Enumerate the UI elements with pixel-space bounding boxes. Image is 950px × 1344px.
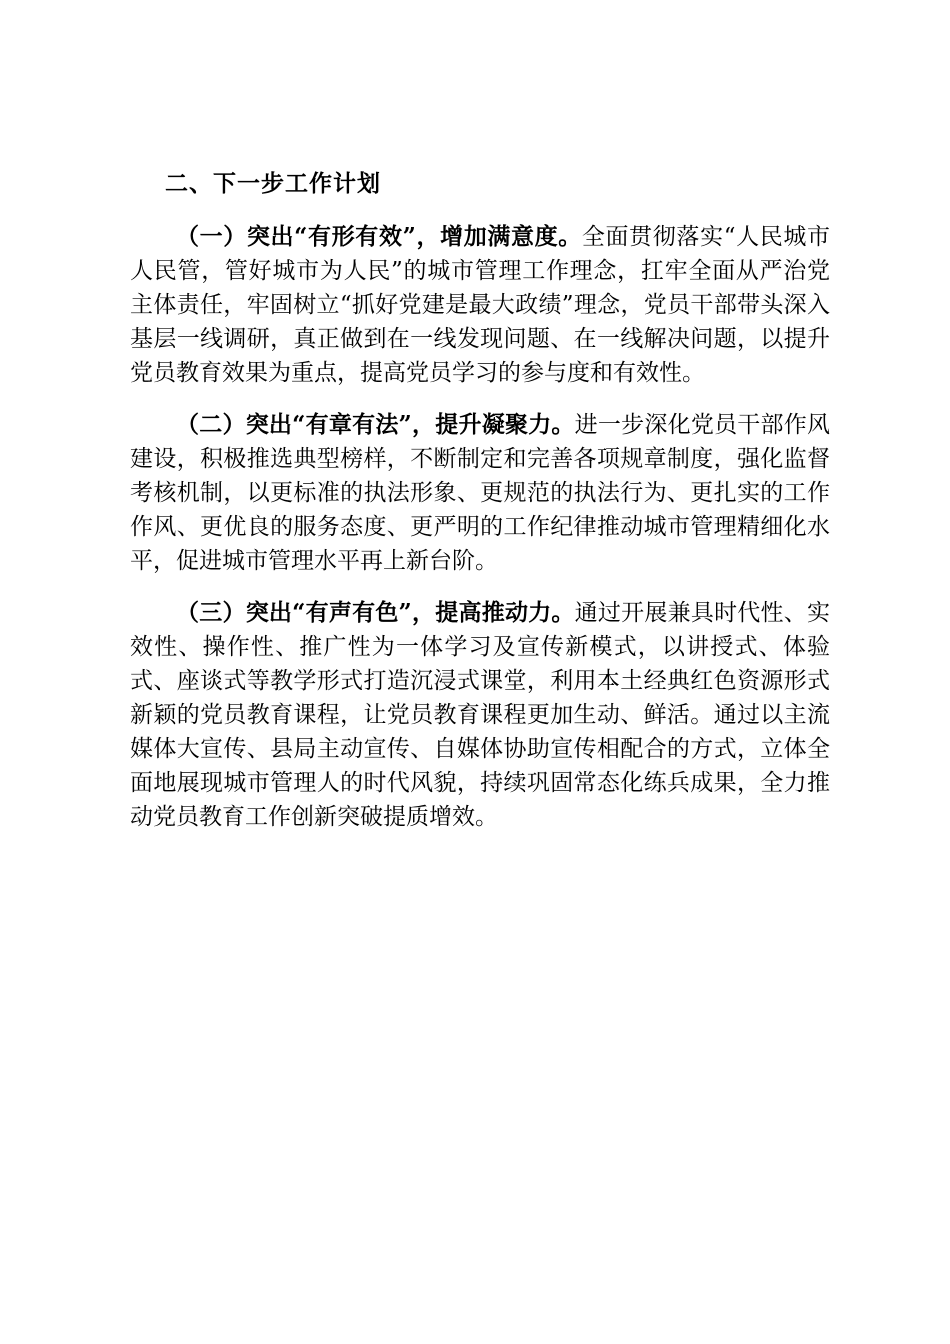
section-heading: 二、下一步工作计划 [165, 170, 381, 197]
paragraph-2-body: 进一步深化党员干部作风建设，积极推选典型榜样，不断制定和完善各项规章制度，强化监督考核机制，以更标准的执法形象、更规范的执法行为、更扎实的工作作风、更优良的服务态度、更严明的工作纪律推动城市管理精细化水平，促进城市管理水平再上新台阶。 [130, 412, 831, 574]
paragraph-1-body: 全面贯彻落实“人民城市人民管，管好城市为人民”的城市管理工作理念，扛牢全面从严治党主体责任，牢固树立“抓好党建是最大政绩”理念，党员干部带头深入基层一线调研，真正做到在一线发现问题、在一线解决问题，以提升党员教育效果为重点，提高党员学习的参与度和有效性。 [130, 224, 830, 386]
paragraph-2-lead: （二）突出“有章有法”，提升凝聚力。 [176, 411, 575, 438]
paragraph-3 [130, 596, 830, 834]
paragraph-1-lead: （一）突出“有形有效”，增加满意度。 [176, 223, 582, 250]
paragraph-3-body: 通过开展兼具时代性、实效性、操作性、推广性为一体学习及宣传新模式，以讲授式、体验式、座谈式等教学形式打造沉浸式课堂，利用本土经典红色资源形式新颖的党员教育课程，让党员教育课程更加生动、鲜活。通过以主流媒体大宣传、县局主动宣传、自媒体协助宣传相配合的方式，立体全面地展现城市管理人的时代风貌，持续巩固常态化练兵成果，全力推动党员教育工作创新突破提质增效。 [130, 600, 831, 830]
paragraph-2 [130, 408, 830, 578]
paragraph-1 [130, 220, 830, 390]
paragraph-3-lead: （三）突出“有声有色”，提高推动力。 [176, 599, 575, 626]
document-body [130, 166, 830, 834]
